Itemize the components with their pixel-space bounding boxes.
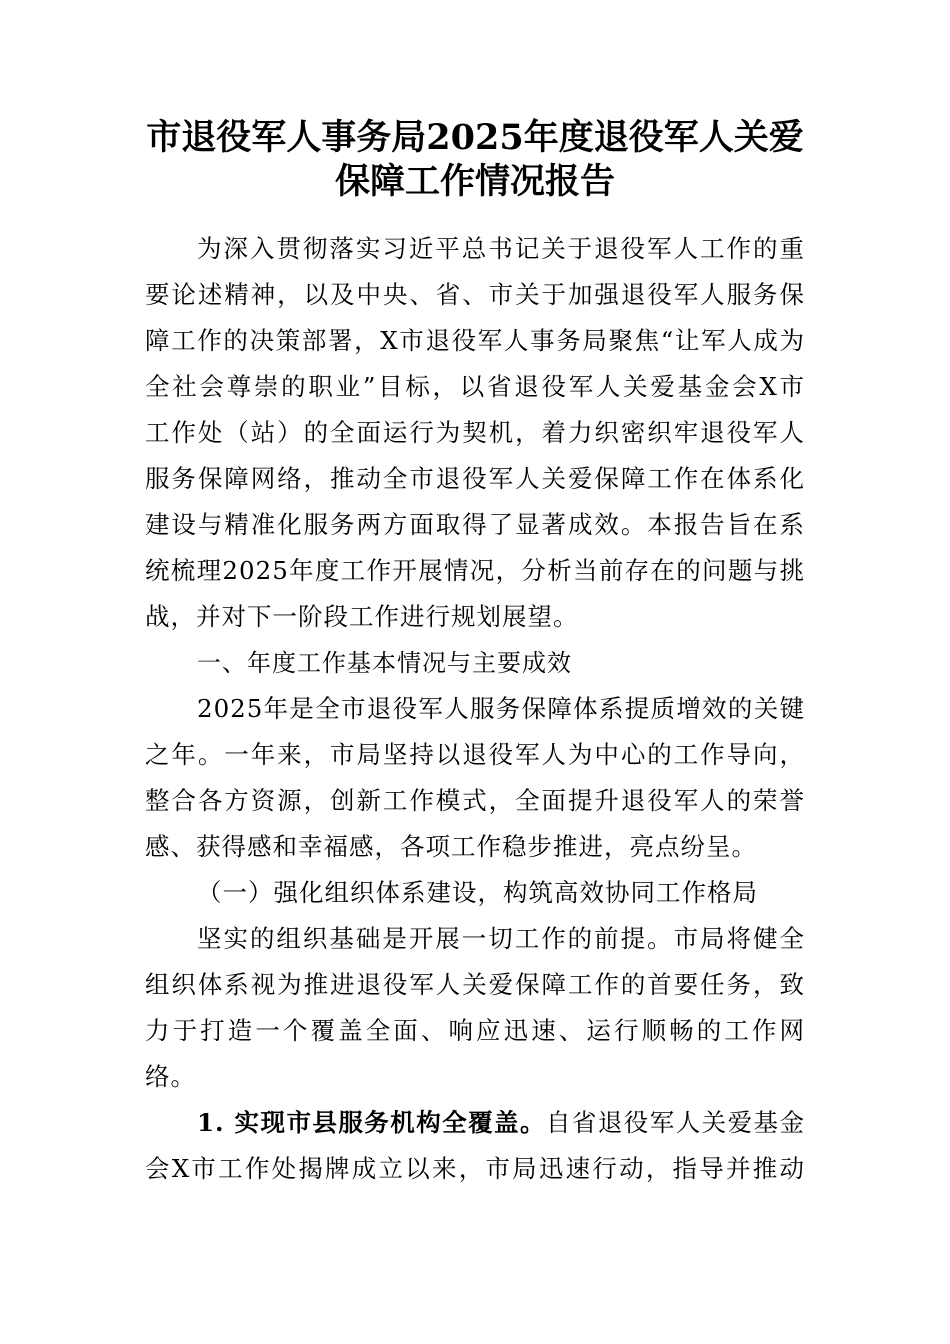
intro-line: 统梳理2025年度工作开展情况，分析当前存在的问题与挑 — [145, 556, 805, 585]
section1-line: 感、获得感和幸福感，各项工作稳步推进，亮点纷呈。 — [145, 832, 757, 861]
intro-line: 全社会尊崇的职业”目标，以省退役军人关爱基金会X市 — [145, 372, 805, 401]
subsection-heading: （一）强化组织体系建设，构筑高效协同工作格局 — [197, 878, 758, 907]
section1-line: 2025年是全市退役军人服务保障体系提质增效的关键 — [197, 694, 805, 723]
intro-line: 服务保障网络，推动全市退役军人关爱保障工作在体系化 — [145, 464, 805, 493]
item1-line — [145, 1100, 805, 1146]
subsection1-line: 络。 — [145, 1062, 196, 1091]
document-body — [145, 226, 805, 1192]
subsection1-line: 组织体系视为推进退役军人关爱保障工作的首要任务，致 — [145, 970, 805, 999]
subsection1-line: 力于打造一个覆盖全面、响应迅速、运行顺畅的工作网 — [145, 1016, 805, 1045]
subsection1-line: 坚实的组织基础是开展一切工作的前提。市局将健全 — [197, 924, 805, 953]
section1-line: 整合各方资源，创新工作模式，全面提升退役军人的荣誉 — [145, 786, 805, 815]
item1-rest: 自省退役军人关爱基金 — [545, 1108, 805, 1137]
item1-lead: 1. 实现市县服务机构全覆盖。 — [197, 1108, 546, 1137]
section1-line: 之年。一年来，市局坚持以退役军人为中心的工作导向， — [145, 740, 805, 769]
item1-line: 会X市工作处揭牌成立以来，市局迅速行动，指导并推动 — [145, 1154, 805, 1183]
section-heading: 一、年度工作基本情况与主要成效 — [197, 649, 572, 677]
intro-line: 战，并对下一阶段工作进行规划展望。 — [145, 602, 579, 631]
intro-line: 障工作的决策部署，X市退役军人事务局聚焦“让军人成为 — [145, 326, 805, 355]
intro-line: 要论述精神，以及中央、省、市关于加强退役军人服务保 — [145, 280, 805, 309]
document-title-line-1: 市退役军人事务局2025年度退役军人关爱 — [146, 117, 804, 158]
document-title-line-2: 保障工作情况报告 — [334, 161, 615, 202]
intro-line: 建设与精准化服务两方面取得了显著成效。本报告旨在系 — [145, 510, 805, 539]
intro-line: 工作处（站）的全面运行为契机，着力织密织牢退役军人 — [145, 418, 805, 447]
intro-line: 为深入贯彻落实习近平总书记关于退役军人工作的重 — [197, 234, 805, 263]
